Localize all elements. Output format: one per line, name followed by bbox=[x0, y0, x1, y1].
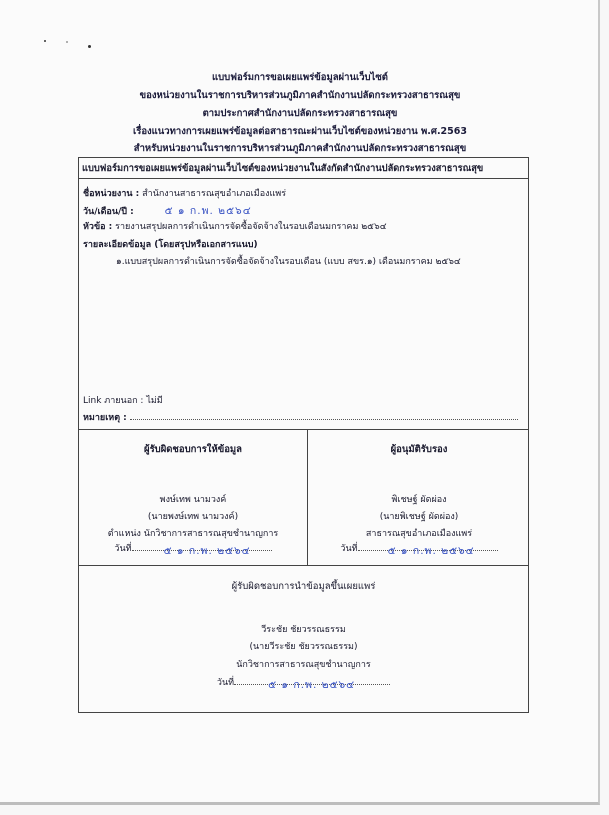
publisher-name: (นายวีระชัย ชัยวรรณธรรม) bbox=[249, 642, 358, 652]
publisher-date-row bbox=[79, 675, 528, 689]
provider-date-row bbox=[79, 541, 307, 555]
subject-label: หัวข้อ : bbox=[83, 222, 113, 232]
agency-value: สำนักงานสาธารณสุขอำเภอเมืองแพร่ bbox=[142, 189, 287, 199]
approver-signature: พิเชษฐ์ ผัดผ่อง bbox=[391, 495, 447, 505]
form-title: แบบฟอร์มการขอเผยแพร่ข้อมูลผ่านเว็บไซต์ของหน่วยงานในสังกัดสำนักงานปลัดกระทรวงสาธารณสุข bbox=[79, 158, 528, 179]
publisher-heading: ผู้รับผิดชอบการนำข้อมูลขึ้นเผยแพร่ bbox=[231, 581, 376, 592]
provider-date-stamp: ๕ ๑ ก.พ. ๒๕๖๔ bbox=[163, 545, 251, 557]
provider-position: ตำแหน่ง นักวิชาการสาธารณสุขชำนาญการ bbox=[107, 529, 279, 539]
note-dotted-line bbox=[130, 419, 518, 420]
date-stamp: ๕ ๑ ก.พ. ๒๕๖๔ bbox=[164, 205, 252, 217]
agency-row bbox=[83, 186, 286, 200]
provider-signature: พงษ์เทพ นามวงค์ bbox=[159, 495, 227, 505]
provider-name: (นายพงษ์เทพ นามวงค์) bbox=[147, 512, 239, 522]
header-line-1: แบบฟอร์มการขอเผยแพร่ข้อมูลผ่านเว็บไซต์ bbox=[212, 72, 388, 83]
link-row bbox=[83, 393, 163, 407]
approver-date-dotted bbox=[358, 545, 498, 557]
date-row bbox=[83, 202, 252, 219]
scan-speck bbox=[88, 45, 91, 48]
link-value: ไม่มี bbox=[146, 396, 163, 406]
publisher-date-label: วันที่ bbox=[216, 678, 235, 688]
subject-value: รายงานสรุปผลการดำเนินการจัดซื้อจัดจ้างในรอบเดือนมกราคม ๒๕๖๔ bbox=[115, 222, 387, 232]
scan-speck bbox=[66, 41, 68, 43]
approver-date-label: วันที่ bbox=[340, 544, 358, 554]
approver-date-row bbox=[308, 541, 530, 555]
header-line-4: เรื่องแนวทางการเผยแพร่ข้อมูลต่อสาธารณะผ่านเว็บไซต์ของหน่วยงาน พ.ศ.2563 bbox=[132, 126, 467, 137]
link-label: Link ภายนอก : bbox=[83, 396, 144, 406]
signature-row bbox=[79, 429, 528, 566]
note-label: หมายเหตุ : bbox=[83, 413, 127, 423]
agency-label: ชื่อหน่วยงาน : bbox=[83, 189, 140, 199]
publisher-date-dotted bbox=[234, 679, 390, 691]
approver-position: สาธารณสุขอำเภอเมืองแพร่ bbox=[365, 529, 473, 539]
detail-heading bbox=[83, 237, 258, 251]
date-label: วัน/เดือน/ปี : bbox=[83, 207, 134, 217]
form-box bbox=[78, 157, 529, 713]
scan-speck bbox=[44, 40, 46, 42]
detail-label: รายละเอียดข้อมูล (โดยสรุปหรือเอกสารแนบ) bbox=[83, 240, 258, 250]
publisher-signature: วีระชัย ชัยวรรณธรรม bbox=[261, 625, 346, 635]
provider-heading: ผู้รับผิดชอบการให้ข้อมูล bbox=[144, 444, 242, 455]
approver-date-stamp: ๕ ๑ ก.พ. ๒๕๖๔ bbox=[387, 545, 475, 557]
provider-date-dotted bbox=[132, 545, 272, 557]
header-line-5: สำหรับหน่วยงานในราชการบริหารส่วนภูมิภาคสำนักงานปลัดกระทรวงสาธารณสุข bbox=[133, 143, 467, 154]
publisher-date-stamp: ๕ ๑ ก.พ. ๒๕๖๔ bbox=[268, 679, 356, 691]
provider-signature-block bbox=[79, 430, 308, 565]
note-row bbox=[83, 410, 518, 424]
subject-row bbox=[83, 219, 387, 233]
provider-date-label: วันที่ bbox=[114, 544, 132, 554]
header-line-2: ของหน่วยงานในราชการบริหารส่วนภูมิภาคสำนักงานปลัดกระทรวงสาธารณสุข bbox=[139, 90, 461, 101]
approver-heading: ผู้อนุมัติรับรอง bbox=[390, 444, 448, 455]
header-line-3: ตามประกาศสำนักงานปลัดกระทรวงสาธารณสุข bbox=[202, 108, 398, 119]
detail-item: ๑.แบบสรุปผลการดำเนินการจัดซื้อจัดจ้างในรอบเดือน (แบบ สขร.๑) เดือนมกราคม ๒๕๖๔ bbox=[116, 257, 461, 267]
approver-signature-block bbox=[308, 430, 530, 565]
publisher-position: นักวิชาการสาธารณสุขชำนาญการ bbox=[236, 660, 371, 670]
approver-name: (นายพิเชษฐ์ ผัดผ่อง) bbox=[379, 512, 459, 522]
